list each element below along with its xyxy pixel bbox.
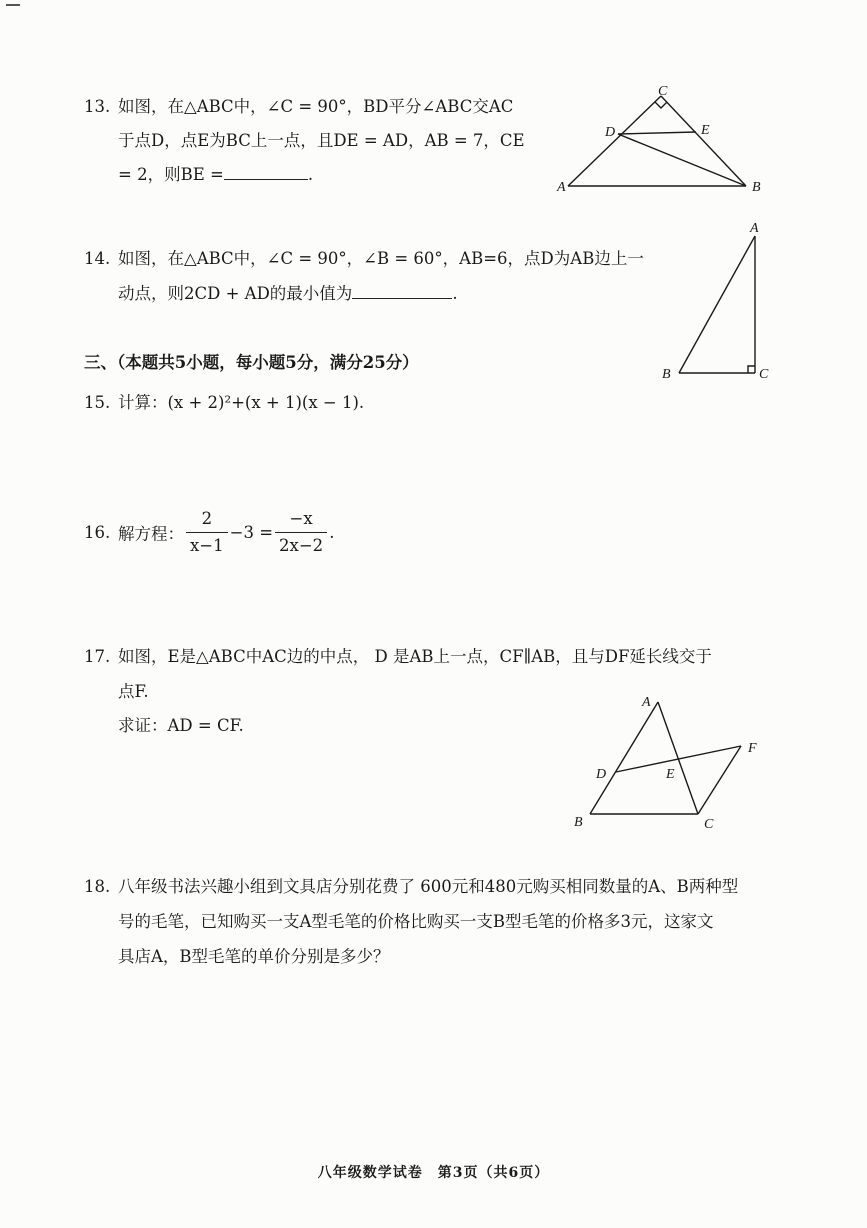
q13-label-E: E — [701, 123, 710, 138]
q18-number: 18. — [84, 877, 111, 896]
page-footer: 八年级数学试卷 第3页（共6页） — [317, 1165, 550, 1181]
q15-text: 计算：(x + 2)²+(x + 1)(x − 1). — [118, 393, 365, 412]
q14-line-2 — [118, 277, 458, 311]
q17-label-C: C — [704, 817, 714, 830]
q16-frac1-denominator: x−1 — [190, 536, 224, 555]
q14-label-A: A — [750, 221, 759, 236]
q14-label-B: B — [662, 367, 671, 382]
q13-line-3-text: = 2，则BE = — [118, 165, 224, 184]
q13-side-AC — [568, 96, 661, 186]
q14-label-C: C — [759, 367, 769, 382]
q13-line-3 — [118, 158, 313, 192]
q13-right-angle-mark — [655, 102, 667, 108]
q13-answer-blank[interactable] — [224, 161, 308, 180]
q14-number: 14. — [84, 249, 111, 268]
q14-figure — [655, 214, 785, 386]
q17-label-A: A — [642, 695, 651, 710]
q13-side-CB — [661, 96, 746, 186]
q16-frac2-numerator: −x — [275, 506, 327, 533]
q17-segment-DF — [616, 746, 741, 772]
q16-frac2-denominator: 2x−2 — [279, 536, 324, 555]
q18-line-1: 八年级书法兴趣小组到文具店分别花费了 600元和480元购买相同数量的A、B两种型 — [118, 877, 739, 896]
q13-segment-BD — [618, 134, 746, 186]
q14-line-1: 如图，在△ABC中，∠C = 90°，∠B = 60°，AB=6，点D为AB边上一 — [118, 249, 644, 268]
q18-line-3: 具店A，B型毛笔的单价分别是多少？ — [118, 947, 390, 966]
q14-right-angle-mark — [748, 366, 755, 373]
q14-line-2-end: . — [452, 284, 458, 303]
q17-number: 17. — [84, 647, 111, 666]
section-3-heading: 三、（本题共5小题，每小题5分，满分25分） — [84, 353, 419, 372]
q17-label-B: B — [574, 815, 583, 830]
q13-figure — [548, 84, 778, 200]
q17-label-E: E — [666, 767, 675, 782]
q16-frac1-numerator: 2 — [186, 506, 228, 533]
q16-fraction-left — [186, 506, 228, 559]
q15-number: 15. — [84, 393, 111, 412]
q16-label: 解方程： — [118, 524, 184, 544]
question-16 — [84, 506, 334, 559]
q17-side-AC — [658, 702, 698, 814]
q13-label-B: B — [752, 180, 761, 195]
q17-line-1: 如图，E是△ABC中AC边的中点， D 是AB上一点，CF∥AB，且与DF延长线交于 — [118, 647, 712, 666]
q18-line-2: 号的毛笔，已知购买一支A型毛笔的价格比购买一支B型毛笔的价格多3元，这家文 — [118, 912, 714, 931]
q17-label-D: D — [596, 767, 607, 782]
q16-fraction-right — [275, 506, 327, 559]
q16-number: 16. — [84, 523, 111, 542]
q14-side-AB — [679, 236, 755, 373]
q17-line-2: 点F. — [118, 682, 149, 701]
q13-line-2: 于点D，点E为BC上一点，且DE = AD，AB = 7，CE — [118, 131, 525, 150]
q13-label-C: C — [658, 84, 668, 99]
q13-line-1: 如图，在△ABC中，∠C = 90°，BD平分∠ABC交AC — [118, 97, 514, 116]
q14-line-2-text: 动点，则2CD + AD的最小值为 — [118, 284, 353, 303]
q17-figure — [568, 690, 768, 830]
q17-segment-CF — [698, 746, 741, 814]
q13-line-3-end: . — [307, 165, 314, 184]
q13-label-A: A — [557, 180, 566, 195]
q17-side-AB — [590, 702, 658, 814]
q13-segment-DE — [618, 132, 696, 134]
q13-number: 13. — [84, 97, 111, 116]
scan-corner-mark — [6, 4, 20, 6]
q16-end: . — [329, 523, 335, 542]
q16-middle: −3 = — [229, 523, 274, 542]
q14-answer-blank[interactable] — [352, 280, 452, 299]
q13-label-D: D — [605, 125, 616, 140]
q17-line-3: 求证：AD = CF. — [118, 716, 244, 735]
q17-label-F: F — [748, 741, 757, 756]
